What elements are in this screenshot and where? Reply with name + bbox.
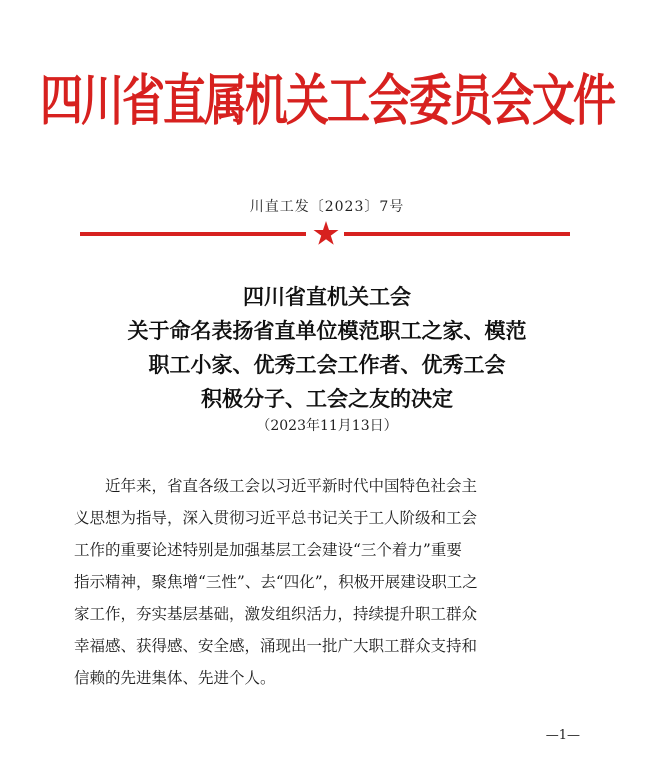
decision-title-line: 关于命名表扬省直单位模范职工之家、模范 [127,318,527,343]
body-line: 工作的重要论述特别是加强基层工会建设“三个着力”重要 [74,541,462,559]
red-star-icon [313,220,339,246]
document-number: 川直工发〔2023〕7号 [249,199,405,215]
red-divider-left [80,232,306,236]
body-paragraph [74,470,586,694]
body-line: 家工作，夯实基层基础，激发组织活力，持续提升职工群众 [74,605,478,623]
body-line: 指示精神，聚焦增“三性”、去“四化”，积极开展建设职工之 [74,573,478,591]
body-line: 义思想为指导，深入贯彻习近平总书记关于工人阶级和工会 [74,509,478,527]
decision-title-line: 职工小家、优秀工会工作者、优秀工会 [148,352,506,377]
decision-title-line: 四川省直机关工会 [243,284,411,309]
document-masthead-title: 四川省直属机关工会委员会文件 [40,69,614,134]
page-number: —1— [545,728,580,743]
decision-title-line: 积极分子、工会之友的决定 [201,386,453,411]
decision-title [0,280,654,416]
body-line: 近年来，省直各级工会以习近平新时代中国特色社会主 [105,477,478,495]
body-line: 信赖的先进集体、先进个人。 [74,669,276,687]
red-divider-right [344,232,570,236]
body-line: 幸福感、获得感、安全感，涌现出一批广大职工群众支持和 [74,637,478,655]
decision-date: （2023年11月13日） [256,418,398,434]
